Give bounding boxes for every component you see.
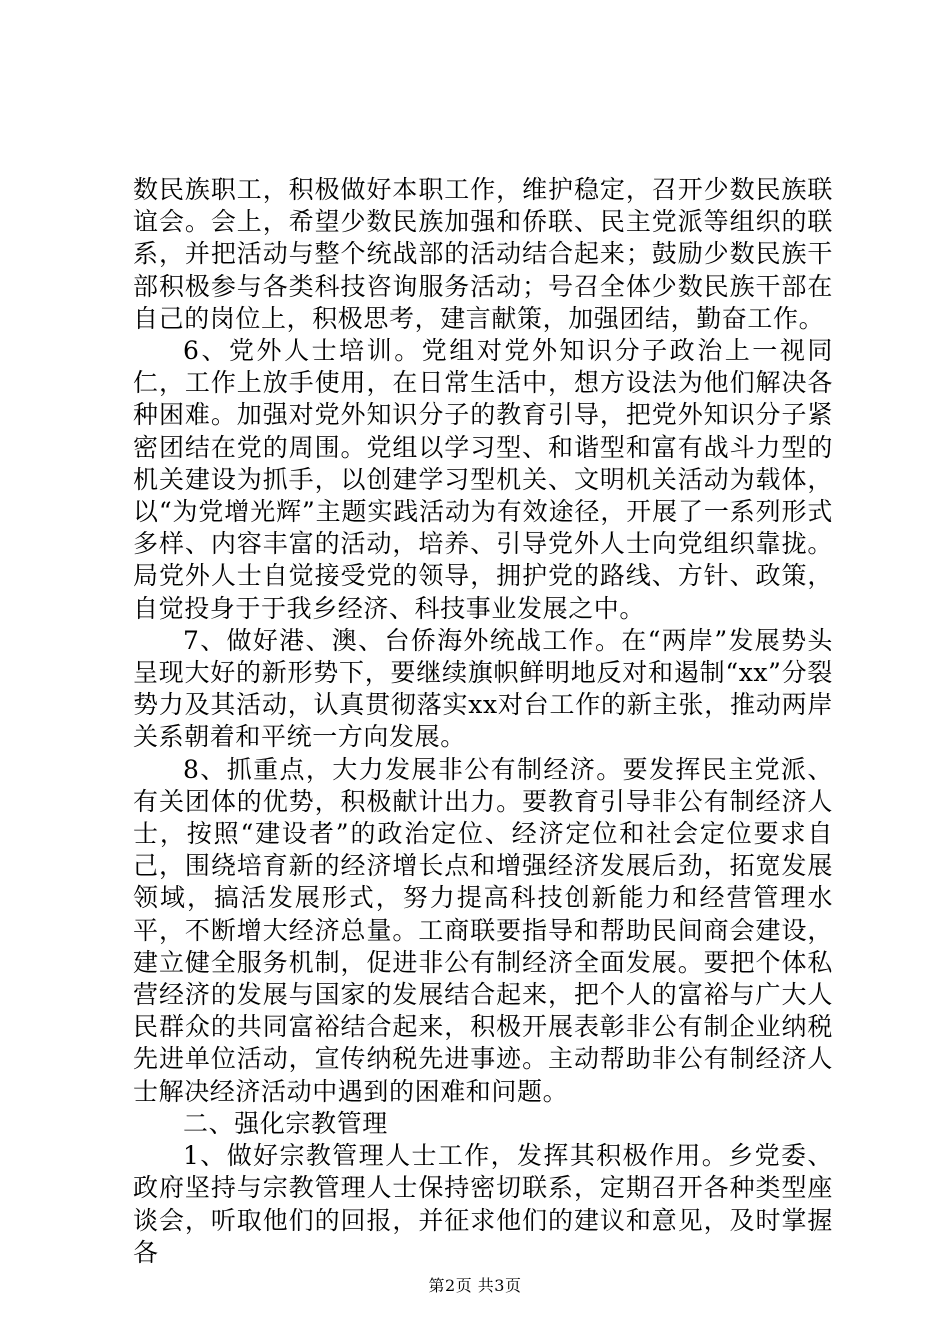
document-body <box>133 174 833 1269</box>
page-footer <box>0 1276 950 1296</box>
paragraph-item-6: 6、党外人士培训。党组对党外知识分子政治上一视同仁，工作上放手使用，在日常生活中，想方设法为他们解决各种困难。加强对党外知识分子的教育引导，把党外知识分子紧密团结在党的周围。党组以学习型、和谐型和富有战斗力型的机关建设为抓手，以创建学习型机关、文明机关活动为载体，以“为党增光辉”主题实践活动为有效途径，开展了一系列形式多样、内容丰富的活动，培养、引导党外人士向党组织靠拢。局党外人士自觉接受党的领导，拥护党的路线、方针、政策，自觉投身于于我乡经济、科技事业发展之中。 <box>133 336 833 623</box>
paragraph-item-8: 8、抓重点，大力发展非公有制经济。要发挥民主党派、有关团体的优势，积极献计出力。要教育引导非公有制经济人士，按照“建设者”的政治定位、经济定位和社会定位要求自己，围绕培育新的经济增长点和增强经济发展后劲，拓宽发展领域，搞活发展形式，努力提高科技创新能力和经营管理水平，不断增大经济总量。工商联要指导和帮助民间商会建设，建立健全服务机制，促进非公有制经济全面发展。要把个体私营经济的发展与国家的发展结合起来，把个人的富裕与广大人民群众的共同富裕结合起来，积极开展表彰非公有制企业纳税先进单位活动，宣传纳税先进事迹。主动帮助非公有制经济人士解决经济活动中遇到的困难和问题。 <box>133 754 833 1106</box>
paragraph-continuation: 数民族职工，积极做好本职工作，维护稳定，召开少数民族联谊会。会上，希望少数民族加强和侨联、民主党派等组织的联系，并把活动与整个统战部的活动结合起来；鼓励少数民族干部积极参与各类科技咨询服务活动；号召全体少数民族干部在自己的岗位上，积极思考，建言献策，加强团结，勤奋工作。 <box>133 175 833 333</box>
paragraph-item-7: 7、做好港、澳、台侨海外统战工作。在“两岸”发展势头呈现大好的新形势下，要继续旗帜鲜明地反对和遏制“xx”分裂势力及其活动，认真贯彻落实xx对台工作的新主张，推动两岸关系朝着和平统一方向发展。 <box>133 625 833 752</box>
section-heading-2: 二、强化宗教管理 <box>183 1108 388 1138</box>
page-number-label: 第2页 共3页 <box>428 1276 522 1295</box>
paragraph-item-1: 1、做好宗教管理人士工作，发挥其积极作用。乡党委、政府坚持与宗教管理人士保持密切联系，定期召开各种类型座谈会，听取他们的回报，并征求他们的建议和意见，及时掌握各 <box>133 1141 833 1267</box>
